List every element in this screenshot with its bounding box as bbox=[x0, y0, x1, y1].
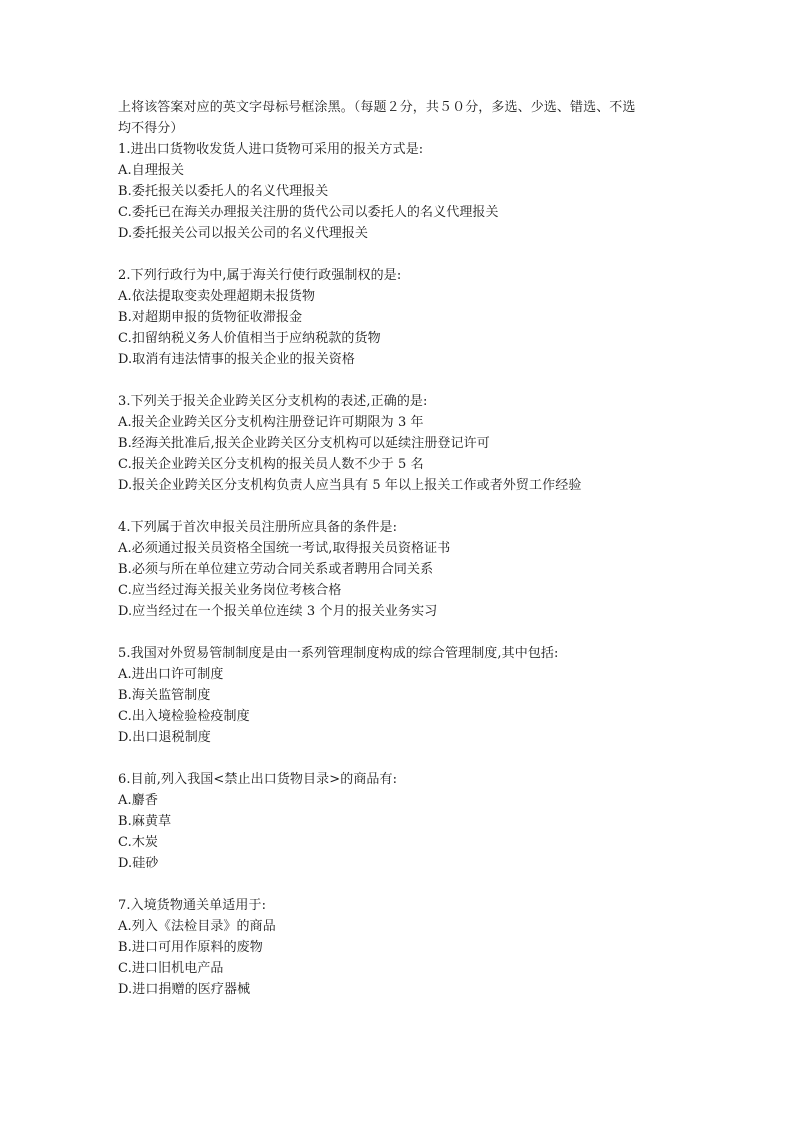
option-c: C.报关企业跨关区分支机构的报关员人数不少于 5 名 bbox=[118, 457, 424, 472]
question-3 bbox=[118, 391, 678, 496]
instructions-line: 上将该答案对应的英文字母标号框涂黑。（每题２分，共５０分，多选、少选、错选、不选 bbox=[118, 100, 636, 115]
option-a: A.自理报关 bbox=[118, 163, 185, 178]
option-c: C.委托已在海关办理报关注册的货代公司以委托人的名义代理报关 bbox=[118, 205, 499, 220]
option-a: A.报关企业跨关区分支机构注册登记许可期限为 3 年 bbox=[118, 415, 424, 430]
question-stem: 2.下列行政行为中,属于海关行使行政强制权的是: bbox=[118, 268, 402, 283]
option-b: B.海关监管制度 bbox=[118, 688, 211, 703]
option-d: D.报关企业跨关区分支机构负责人应当具有 5 年以上报关工作或者外贸工作经验 bbox=[118, 478, 582, 493]
question-stem: 4.下列属于首次申报关员注册所应具备的条件是: bbox=[118, 520, 398, 535]
question-stem: 5.我国对外贸易管制制度是由一系列管理制度构成的综合管理制度,其中包括: bbox=[118, 646, 559, 661]
question-stem: 7.入境货物通关单适用于: bbox=[118, 898, 267, 913]
option-d: D.取消有违法情事的报关企业的报关资格 bbox=[118, 352, 355, 367]
option-a: A.必须通过报关员资格全国统一考试,取得报关员资格证书 bbox=[118, 541, 451, 556]
option-c: C.出入境检验检疫制度 bbox=[118, 709, 250, 724]
option-d: D.出口退税制度 bbox=[118, 730, 211, 745]
question-stem: 6.目前,列入我国<禁止出口货物目录>的商品有: bbox=[118, 772, 398, 787]
instructions-line: 均不得分） bbox=[118, 121, 184, 136]
option-a: A.列入《法检目录》的商品 bbox=[118, 919, 276, 934]
option-a: A.进出口许可制度 bbox=[118, 667, 224, 682]
option-a: A.依法提取变卖处理超期未报货物 bbox=[118, 289, 316, 304]
option-d: D.硅砂 bbox=[118, 856, 159, 871]
option-b: B.委托报关以委托人的名义代理报关 bbox=[118, 184, 329, 199]
option-b: B.进口可用作原料的废物 bbox=[118, 940, 263, 955]
option-c: C.木炭 bbox=[118, 835, 159, 850]
question-7 bbox=[118, 895, 678, 1000]
option-b: B.经海关批准后,报关企业跨关区分支机构可以延续注册登记许可 bbox=[118, 436, 490, 451]
option-b: B.必须与所在单位建立劳动合同关系或者聘用合同关系 bbox=[118, 562, 434, 577]
option-d: D.进口捐赠的医疗器械 bbox=[118, 982, 251, 997]
question-1 bbox=[118, 139, 678, 244]
question-6 bbox=[118, 769, 678, 874]
document-content bbox=[118, 97, 678, 1000]
option-c: C.应当经过海关报关业务岗位考核合格 bbox=[118, 583, 342, 598]
option-b: B.麻黄草 bbox=[118, 814, 172, 829]
question-2 bbox=[118, 265, 678, 370]
option-c: C.进口旧机电产品 bbox=[118, 961, 224, 976]
question-stem: 1.进出口货物收发货人进口货物可采用的报关方式是: bbox=[118, 142, 424, 157]
question-stem: 3.下列关于报关企业跨关区分支机构的表述,正确的是: bbox=[118, 394, 428, 409]
option-d: D.应当经过在一个报关单位连续 3 个月的报关业务实习 bbox=[118, 604, 438, 619]
question-4 bbox=[118, 517, 678, 622]
option-d: D.委托报关公司以报关公司的名义代理报关 bbox=[118, 226, 369, 241]
instructions bbox=[118, 97, 678, 139]
option-a: A.麝香 bbox=[118, 793, 158, 808]
option-b: B.对超期申报的货物征收滞报金 bbox=[118, 310, 303, 325]
option-c: C.扣留纳税义务人价值相当于应纳税款的货物 bbox=[118, 331, 381, 346]
question-5 bbox=[118, 643, 678, 748]
